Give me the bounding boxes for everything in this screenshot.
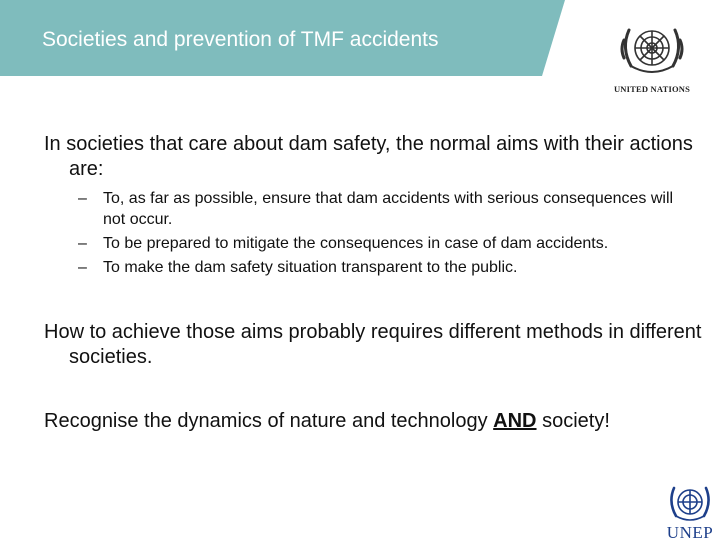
- aim-text: To, as far as possible, ensure that dam accidents with serious consequences will not occur.: [103, 190, 674, 228]
- closing-text-start: Recognise the dynamics of nature and technology: [44, 410, 494, 432]
- dash-bullet: –: [78, 259, 87, 276]
- methods-paragraph: How to achieve those aims probably requires different methods in different societies.: [44, 321, 702, 368]
- unep-emblem-icon: [666, 482, 714, 524]
- aim-item: [76, 188, 696, 230]
- unep-logo: [660, 480, 720, 540]
- intro-paragraph: In societies that care about dam safety, the normal aims with their actions are:: [44, 133, 693, 180]
- un-logo: [607, 18, 697, 98]
- aim-item: [76, 233, 696, 254]
- dash-bullet: –: [78, 190, 87, 207]
- closing-text-end: society!: [536, 410, 610, 432]
- aim-text: To make the dam safety situation transparent to the public.: [103, 259, 518, 276]
- aim-text: To be prepared to mitigate the consequences in case of dam accidents.: [103, 235, 609, 252]
- un-emblem-icon: [615, 18, 689, 80]
- slide-title: Societies and prevention of TMF accidents: [42, 28, 439, 51]
- un-caption: UNITED NATIONS: [613, 84, 691, 94]
- closing-emphasis: AND: [493, 410, 537, 432]
- aim-item: [76, 257, 696, 278]
- dash-bullet: –: [78, 235, 87, 252]
- unep-caption: UNEP: [666, 523, 714, 542]
- aims-list: [76, 188, 696, 281]
- closing-paragraph: [44, 409, 709, 434]
